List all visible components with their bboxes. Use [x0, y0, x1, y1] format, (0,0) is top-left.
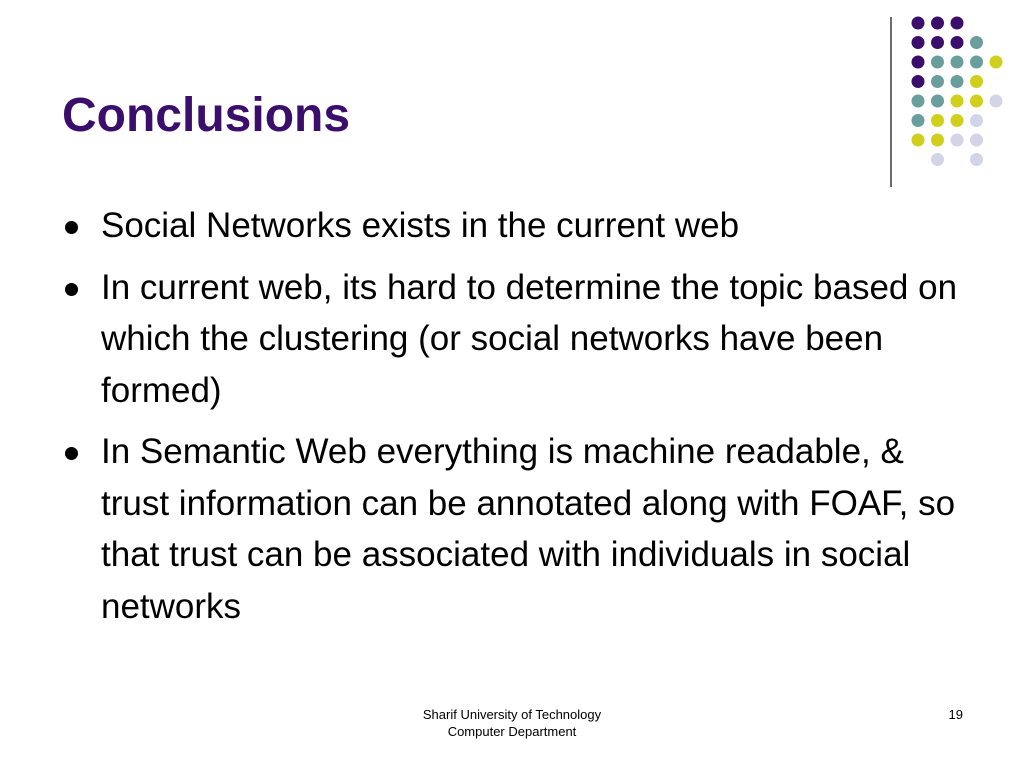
bullet-item — [62, 200, 972, 252]
bullet-dot-icon — [65, 221, 78, 234]
bullet-item — [62, 426, 972, 632]
decorative-dot — [951, 36, 964, 49]
decorative-dot — [970, 56, 983, 69]
bullet-dot-icon — [65, 283, 78, 296]
decorative-dot — [970, 75, 983, 88]
bullet-text: In Semantic Web everything is machine readable, & trust information can be annotated along with FOAF, so that trust can be associated with individuals in social networks — [101, 432, 956, 626]
decorative-dot — [931, 134, 944, 147]
bullet-text: Social Networks exists in the current web — [101, 206, 740, 245]
decorative-dot — [970, 153, 983, 166]
decorative-dot — [951, 95, 964, 108]
decorative-dot — [951, 134, 964, 147]
decorative-dot — [912, 17, 925, 30]
decorative-dot — [951, 17, 964, 30]
decorative-dot — [951, 114, 964, 127]
decorative-dot — [931, 17, 944, 30]
decorative-dot — [931, 75, 944, 88]
bullet-text: In current web, its hard to determine the topic based on which the clustering (or social networks have been formed) — [101, 267, 958, 410]
footer-institution-line1: Sharif University of Technology — [422, 707, 602, 722]
decorative-dot — [931, 114, 944, 127]
decorative-dot — [931, 95, 944, 108]
decorative-dot — [912, 114, 925, 127]
bullet-dot-icon — [65, 447, 78, 460]
decorative-dot — [912, 56, 925, 69]
decorative-dot — [912, 36, 925, 49]
decorative-dot — [970, 95, 983, 108]
footer-institution — [362, 706, 662, 740]
footer-institution-line2: Computer Department — [447, 724, 577, 739]
bullet-item — [62, 262, 972, 417]
decorative-dot — [990, 95, 1003, 108]
decorative-dot — [931, 56, 944, 69]
page-number: 19 — [948, 707, 963, 722]
decorative-dot — [970, 114, 983, 127]
decorative-dot — [912, 134, 925, 147]
decorative-dot — [970, 36, 983, 49]
decorative-dot — [951, 56, 964, 69]
bullet-list — [62, 200, 972, 642]
decorative-dot — [951, 75, 964, 88]
decorative-dot — [970, 134, 983, 147]
decorative-dot-grid — [0, 0, 1024, 200]
decorative-dot — [912, 75, 925, 88]
decorative-dot — [931, 153, 944, 166]
decorative-dot — [990, 56, 1003, 69]
slide-title: Conclusions — [62, 89, 351, 142]
decorative-dot — [931, 36, 944, 49]
decorative-dot — [912, 95, 925, 108]
